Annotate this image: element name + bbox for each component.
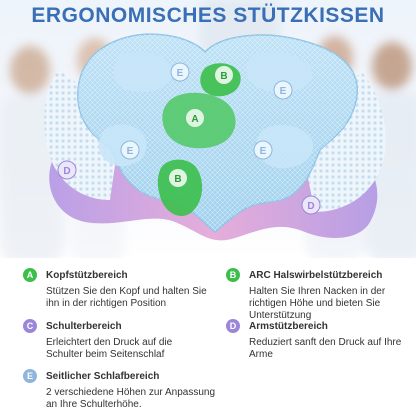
- legend-item-b: [226, 268, 412, 322]
- legend-item-a: [23, 268, 208, 310]
- label-a: [186, 109, 204, 127]
- legend-title-b: ARC Halswirbelstützbereich: [249, 269, 383, 281]
- svg-text:A: A: [191, 114, 199, 125]
- badge-d: D: [226, 319, 240, 333]
- legend-desc-e: 2 verschiedene Höhen zur Anpassung an Ihre Schulterhöhe.: [46, 387, 216, 410]
- legend-title-c: Schulterbereich: [46, 320, 122, 332]
- svg-text:D: D: [307, 201, 315, 212]
- badge-e: E: [23, 369, 37, 383]
- legend-title-e: Seitlicher Schlafbereich: [46, 370, 160, 382]
- badge-b: B: [226, 268, 240, 282]
- legend-item-c: [23, 319, 208, 361]
- label-d-left: [58, 161, 76, 179]
- legend-item-e: [23, 369, 223, 411]
- badge-c: C: [23, 319, 37, 333]
- svg-text:E: E: [259, 146, 267, 157]
- legend-item-d: [226, 319, 412, 361]
- svg-text:B: B: [174, 174, 182, 185]
- legend-desc-a: Stützen Sie den Kopf und halten Sie ihn in der richtigen Position: [46, 286, 207, 309]
- label-e-3: [121, 141, 139, 159]
- label-b-top: [215, 66, 233, 84]
- svg-text:E: E: [126, 146, 134, 157]
- svg-text:B: B: [220, 71, 228, 82]
- legend-desc-c: Erleichtert den Druck auf die Schulter beim Seitenschlaf: [46, 337, 173, 360]
- zone-legend: [0, 258, 416, 416]
- legend-title-d: Armstützbereich: [249, 320, 328, 332]
- page-title: ERGONOMISCHES STÜTZKISSEN: [31, 4, 385, 27]
- legend-desc-d: Reduziert sanft den Druck auf Ihre Arme: [249, 337, 402, 360]
- badge-a: A: [23, 268, 37, 282]
- svg-text:D: D: [63, 166, 71, 177]
- svg-text:E: E: [176, 68, 184, 79]
- label-d-right: [302, 196, 320, 214]
- legend-title-a: Kopfstützbereich: [46, 269, 128, 281]
- label-b-bottom: [169, 169, 187, 187]
- svg-text:E: E: [279, 86, 287, 97]
- label-e-1: [171, 63, 189, 81]
- legend-desc-b: Halten Sie Ihren Nacken in der richtigen Höhe und bieten Sie Unterstützung: [249, 286, 386, 321]
- label-e-4: [254, 141, 272, 159]
- label-e-2: [274, 81, 292, 99]
